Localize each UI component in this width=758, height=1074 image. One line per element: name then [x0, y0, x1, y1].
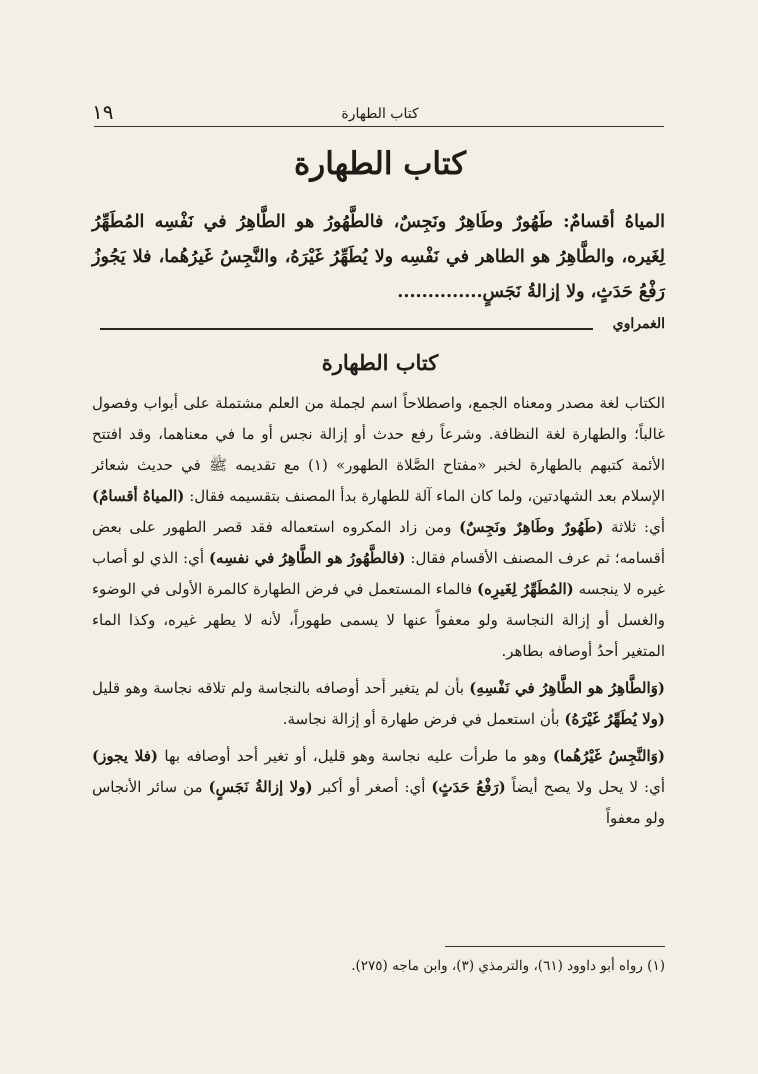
- running-title: كتاب الطهارة: [341, 106, 419, 122]
- header-divider: [94, 126, 664, 127]
- matn-quote: (رَفْعُ حَدَثٍ): [431, 778, 506, 796]
- matn-quote: (المُطَهِّرُ لِغَيرِه): [476, 580, 574, 598]
- commentary-text: من سائر الأنجاس ولو معفواً: [92, 778, 665, 827]
- commentary-text: أي: ثلاثة: [603, 518, 665, 536]
- commentary-text: أي: لا يحل ولا يصح أيضاً: [505, 778, 665, 796]
- matn-quote: (فالطَّهُورُ هو الطَّاهِرُ في نفسِه): [208, 549, 406, 567]
- matn-quote: (فلا يجوز): [92, 747, 159, 765]
- footnote-divider: [445, 946, 665, 947]
- matn-quote: (ولا إزالةُ نَجَسٍ): [208, 778, 313, 796]
- commentator-divider: [100, 328, 593, 330]
- matn-quote: (المياهُ أقسامٌ): [92, 487, 185, 505]
- footnote: (١) رواه أبو داوود (٦١)، والترمذي (٣)، وابن ماجه (٢٧٥).: [351, 958, 665, 974]
- matn-quote: (وَالنَّجِسُ غَيْرُهُما): [552, 747, 666, 765]
- commentary-text: فالماء المستعمل في فرض الطهارة كالمرة الأولى في الوضوء والغسل أو إزالة النجاسة ولو معفواً عنها لا يسمى طهوراً، لأنه لا يطهر غيره، وكذا الماء المتغير أحدُ أوصافه بطاهر.: [92, 580, 665, 660]
- commentary-text: أي: أصغر أو أكبر: [312, 778, 432, 796]
- commentary-paragraph-2: [92, 673, 665, 735]
- chapter-title: كتاب الطهارة: [294, 146, 466, 182]
- commentary-body: [92, 388, 665, 840]
- commentary-paragraph-3: [92, 741, 665, 834]
- commentator-name: الغمراوي: [612, 316, 665, 332]
- commentary-text: أي: الذي لو أصاب غيره لا ينجسه: [92, 549, 665, 598]
- commentary-title: كتاب الطهارة: [321, 350, 439, 375]
- commentary-text: بأن لم يتغير أحد أوصافه بالنجاسة ولم تلاقه نجاسة وهو قليل: [92, 679, 470, 697]
- matn-quote: (طَهُورٌ وطَاهِرٌ ونَجِسٌ): [459, 518, 604, 536]
- matn-paragraph: المياهُ أقسامٌ: طَهُورٌ وطَاهِرٌ ونَجِسٌ، فالطَّهُورُ هو الطَّاهِرُ في نَفْسِه المُطَهِّرُ لِغَيره، والطَّاهِرُ هو الطاهر في نَفْسِه ولا يُطَهِّرُ غَيْرَهُ، والنَّجِسُ غَيرُهُما، فلا يَجُوزُ رَفْعُ حَدَثٍ، ولا إزالةُ نَجَسٍ..............: [92, 212, 665, 302]
- commentary-text: الكتاب لغة مصدر ومعناه الجمع، واصطلاحاً اسم لجملة من العلم مشتملة على أبواب وفصول غالباً؛ والطهارة لغة النظافة. وشرعاً رفع حدث أو إزالة نجس أو ما في معناهما، وقد افتتح الأئمة كتبهم بالطهارة لخبر «مفتاح الصَّلاة الطهور» (١) مع تقديمه ﷺ في حديث شعائر الإسلام بعد الشهادتين، ولما كان الماء آلة للطهارة بدأ المصنف بتقسيمه فقال:: [92, 394, 666, 505]
- matn-quote: (وَالطَّاهِرُ هو الطَّاهِرُ في نَفْسِهِ): [469, 679, 665, 697]
- commentary-text: وهو ما طرأت عليه نجاسة وهو قليل، أو تغير أحد أوصافه بها: [158, 747, 553, 765]
- matn-quote: (ولا يُطَهِّرُ غَيْرَهُ): [564, 710, 665, 728]
- commentary-text: ومن زاد المكروه استعماله فقد قصر الطهور على بعض أقسامه؛ ثم عرف المصنف الأقسام فقال:: [92, 518, 665, 567]
- page-number: ١٩: [92, 100, 114, 124]
- commentary-paragraph-1: [92, 388, 665, 667]
- commentator-row: [100, 316, 665, 340]
- commentary-text: بأن استعمل في فرض طهارة أو إزالة نجاسة.: [282, 710, 565, 728]
- matn-text: [92, 205, 665, 310]
